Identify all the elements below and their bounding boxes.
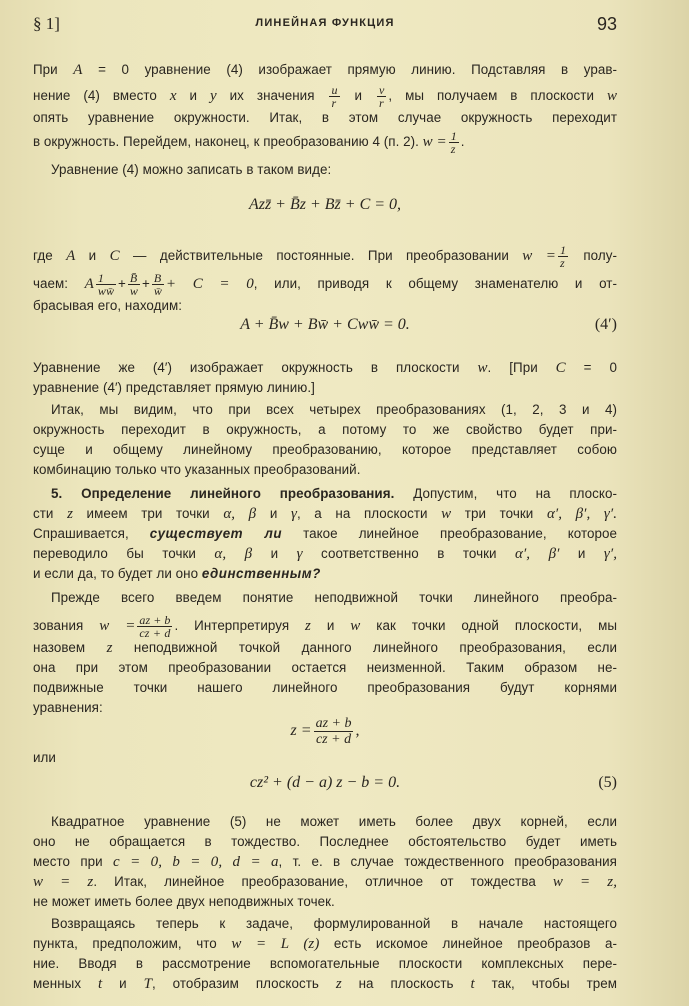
text-line: Итак, мы видим, что при всех четырех преобразованиях (1, 2, 3 и 4) [51,402,617,417]
section-marker: § 1] [33,14,60,33]
text-line: брасывая его, находим: [33,298,183,313]
text-line: 5. Определение линейного преобразования. Допустим, что на плоско- [51,486,617,501]
text-line: подвижные точки нашего линейного преобразования будут корнями [33,680,617,695]
text-line: и если да, то будет ли оно единственным? [33,566,321,581]
fraction: $\frac{1}{z}$ [559,243,566,270]
text-line: она при этом преобразовании остается неизменной. Таким образом не- [33,660,617,675]
text-line: оно не обращается в тождество. Последнее обстоятельство будет иметь [33,834,617,849]
text-line: место при c = 0, b = 0, d = a, т. е. в случае тождественного преобразования [33,854,617,870]
equation: Azz̄ + B̄z + Bz̄ + C = 0, [248,196,402,213]
text-line: w = z. Итак, линейное преобразование, отличное от тождества w = z, [33,874,617,890]
text-line: Квадратное уравнение (5) не может иметь более двух корней, если [51,814,617,829]
equation: cz² + (d − a) z − b = 0. (5) [249,774,617,791]
chapter-title: ЛИНЕЙНАЯ ФУНКЦИЯ [255,17,395,29]
fraction: $\frac{az + b}{cz + d}$ [139,613,171,640]
equation: A + B̄w + Bw̄ + Cww̄ = 0. (4′) [240,316,617,333]
text-line: Прежде всего введем понятие неподвижной точки линейного преобра- [51,590,617,605]
text-line: пункта, предположим, что w = L (z) есть искомое линейное преобразов а- [33,936,617,952]
running-header [33,14,617,38]
text-line: менных t и T, отобразим плоскость z на плоскость t так, чтобы трем [33,976,617,992]
text-line: ние. Вводя в рассмотрение вспомогательные плоскости комплексных пере- [33,956,617,971]
text-line: окружность переходит в окружность, а потому то же свойство будет при- [33,422,617,437]
text-line: При A = 0 уравнение (4) изображает прямую линию. Подставляя в урав- [33,62,617,78]
text-line: комбинацию только что указанных преобразований. [33,462,361,477]
equation-number: (4′) [594,316,617,333]
fraction: $\frac{B}{w̄}$ [153,271,162,298]
text-line: назовем z неподвижной точкой данного линейного преобразования, если [33,640,617,656]
text-line: чаем: A $\frac{1}{ww̄}$ + $\frac{B̄}{w}$ + $\frac{B}{w̄}$ + C = 0, или, приводя к общему знаменателю и от- [33,271,617,298]
fraction: $\frac{az + b}{cz + d}$ [315,716,352,747]
equation-number: (5) [598,774,617,791]
text-line: Возвращаясь теперь к задаче, формулированной в начале настоящего [51,916,617,931]
equation: z = $\frac{az + b}{cz + d}$ , [290,716,360,747]
text-line: уравнения: [33,700,103,715]
text-line: в окружность. Перейдем, наконец, к преобразованию 4 (п. 2). w = $\frac{1}{z}$ . [33,129,465,156]
text-line: где A и C — действительные постоянные. При преобразовании w = $\frac{1}{z}$ полу- [33,243,618,270]
text-line: суще и общему линейному преобразованию, которое представляет собою [33,442,617,457]
text-line: уравнение (4′) представляет прямую линию.] [33,380,315,395]
fraction: $\frac{1}{z}$ [450,129,457,156]
fraction: $\frac{1}{ww̄}$ [97,271,114,298]
text-line: нение (4) вместо x и y их значения $\frac{u}{r}$ и $\frac{v}{r}$ , мы получаем в плоскости w [33,83,617,110]
text-line: опять уравнение окружности. Итак, в этом случае окружность переходит [33,110,617,125]
fraction: $\frac{u}{r}$ [331,83,338,110]
fraction: $\frac{B̄}{w}$ [129,271,138,298]
text-line: переводило бы точки α, β и γ соответственно в точки α′, β′ и γ′, [33,546,617,562]
text-line: Уравнение (4) можно записать в таком виде: [51,162,332,177]
text-line: сти z имеем три точки α, β и γ, а на плоскости w три точки α′, β′, γ′. [33,506,618,522]
text-line: или [33,750,56,765]
section-heading: 5. Определение линейного преобразования. [51,486,395,501]
text-line: не может иметь более двух неподвижных точек. [33,894,335,909]
text-line: Спрашивается, существует ли такое линейное преобразование, которое [33,526,617,541]
fraction: $\frac{v}{r}$ [378,83,385,110]
text-line: Уравнение же (4′) изображает окружность в плоскости w. [При C = 0 [33,360,617,376]
page-number: 93 [596,14,617,34]
text-line: зования w = $\frac{az + b}{cz + d}$ . Интерпретируя z и w как точки одной плоскости, мы [33,613,618,640]
